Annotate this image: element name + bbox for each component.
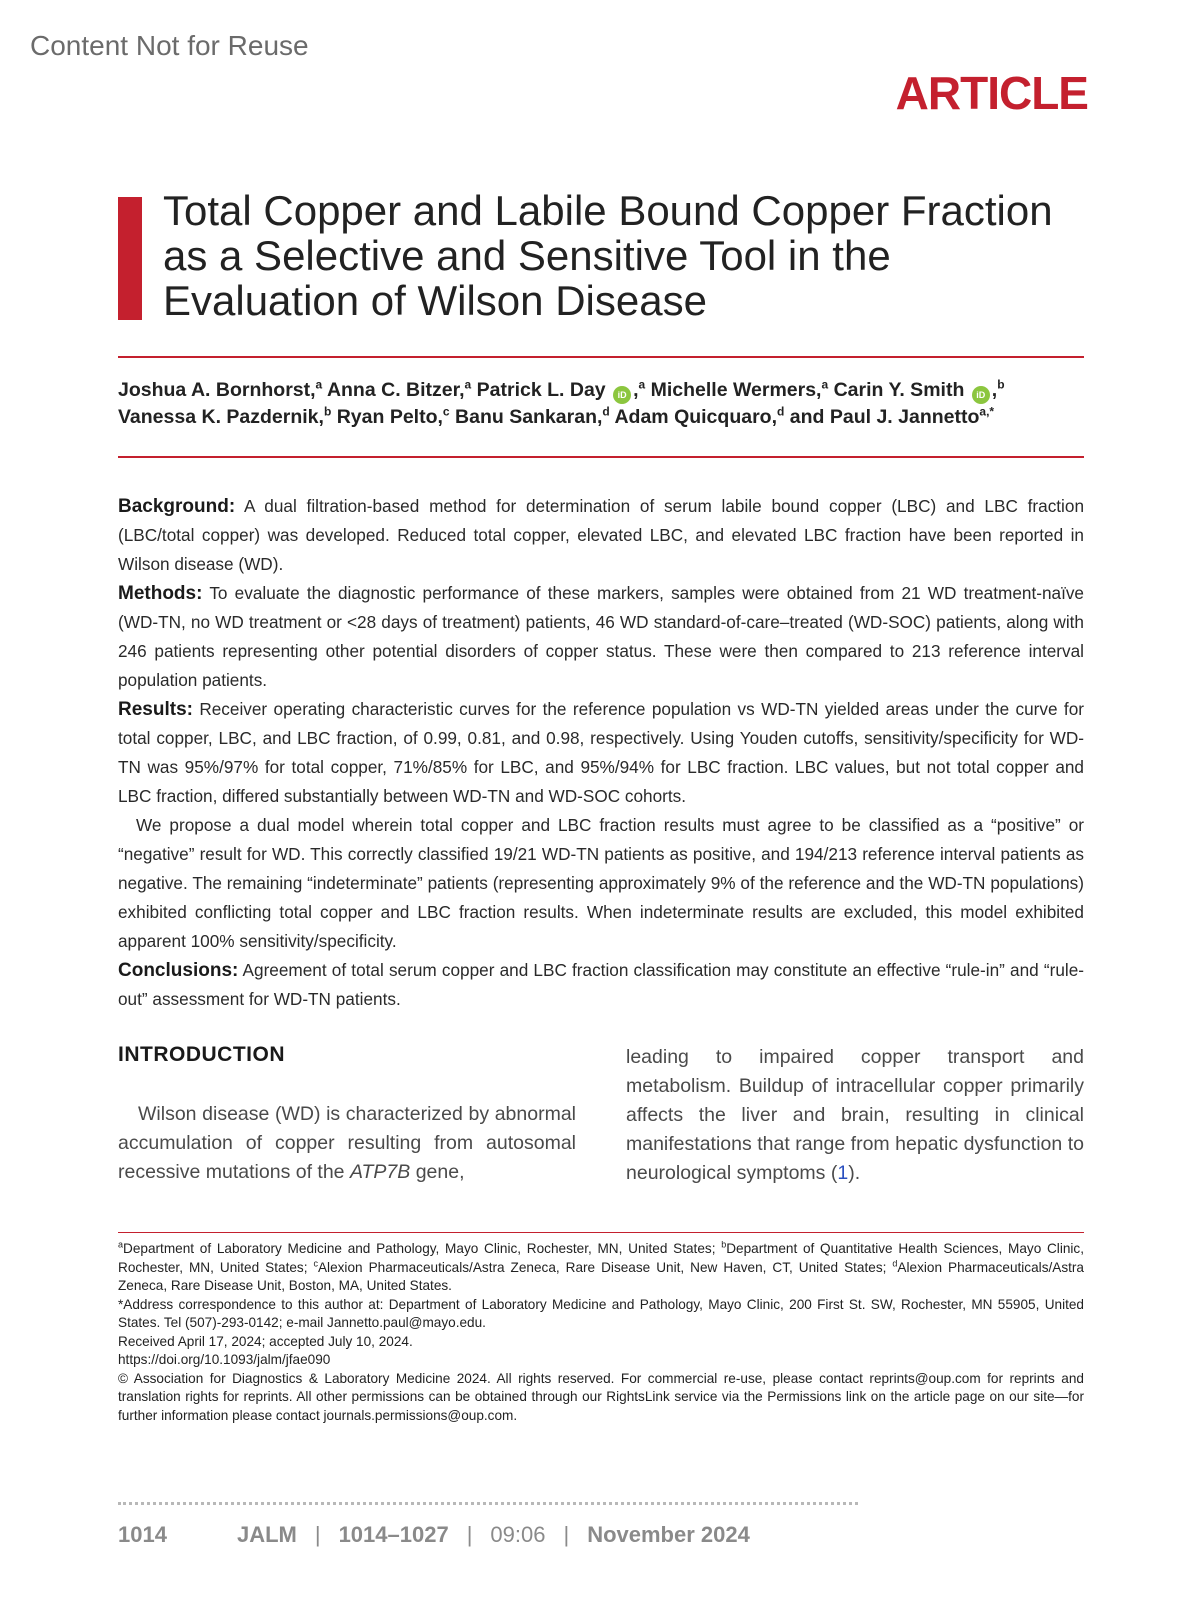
gene-name: ATP7B <box>349 1161 411 1183</box>
intro-text: Wilson disease (WD) is characterized by abnormal accumulation of copper resulting from autosomal recessive mutations of the <box>118 1103 576 1183</box>
author-name: Adam Quicquaro, <box>614 406 777 428</box>
author-affiliation: a,* <box>979 404 995 419</box>
author-affiliation: a <box>464 377 472 392</box>
intro-text: gene, <box>410 1161 465 1183</box>
article-title: Total Copper and Labile Bound Copper Fraction as a Selective and Sensitive Tool in the Evaluation of Wilson Disease <box>163 187 1053 324</box>
affiliation-b: Department of Quantitative Health Sciences, Mayo Clinic, Rochester, MN, United States; <box>118 1241 1085 1275</box>
author-name: Ryan Pelto, <box>336 406 443 428</box>
intro-paragraph <box>118 1100 576 1187</box>
author-name: Michelle Wermers, <box>650 379 822 401</box>
correspondence: *Address correspondence to this author at: Department of Laboratory Medicine and Pathology, Mayo Clinic, 200 First St. SW, Rochester, MN 55905, United States. Tel (507)-293-0142; e-mail Jannetto.paul@mayo.edu. <box>118 1296 1084 1330</box>
orcid-icon[interactable]: iD <box>613 386 631 404</box>
affiliation-a: Department of Laboratory Medicine and Pathology, Mayo Clinic, Rochester, MN, United States; <box>123 1241 722 1256</box>
author-affiliation: d <box>777 404 785 419</box>
affiliation-d: Alexion Pharmaceuticals/Astra Zeneca, Rare Disease Unit, Boston, MA, United States. <box>118 1259 1084 1293</box>
orcid-icon[interactable]: iD <box>972 386 990 404</box>
page-footer <box>118 1522 750 1548</box>
abstract-heading: Conclusions: <box>118 960 239 981</box>
abstract-results-continued: We propose a dual model wherein total copper and LBC fraction results must agree to be classified as a “positive” or “negative” result for WD. This correctly classified 19/21 WD-TN patients as positive, and 194/213 reference interval patients as negative. The remaining “indeterminate” patients (representing approximately 9% of the reference and the WD-TN populations) exhibited conflicting total copper and LBC fraction results. When indeterminate results are excluded, this model exhibited apparent 100% sensitivity/specificity. <box>118 815 1084 951</box>
author-comma: , <box>633 379 639 401</box>
author-affiliation: b <box>323 404 332 419</box>
author-name: Vanessa K. Pazdernik, <box>118 406 324 428</box>
title-accent-bar <box>118 197 142 320</box>
author-affiliation: a <box>315 377 323 392</box>
watermark: Content Not for Reuse <box>30 30 309 61</box>
abstract-results <box>118 695 1084 811</box>
author-name: Anna C. Bitzer, <box>326 379 465 401</box>
abstract-text: A dual filtration-based method for determination of serum labile bound copper (LBC) and LBC fraction (LBC/total copper) was developed. Reduced total copper, elevated LBC, and elevated LBC fraction have been reported in Wilson disease (WD). <box>118 496 1084 574</box>
footer-separator: | <box>314 1522 321 1547</box>
doi-link[interactable]: https://doi.org/10.1093/jalm/jfae090 <box>118 1352 331 1367</box>
abstract <box>118 492 1084 1014</box>
author-list <box>118 377 1088 430</box>
received-dates: Received April 17, 2024; accepted July 10, 2024. <box>118 1333 413 1349</box>
page-range: 1014–1027 <box>338 1522 449 1547</box>
abstract-heading: Results: <box>118 699 193 720</box>
affiliation-c: Alexion Pharmaceuticals/Astra Zeneca, Rare Disease Unit, New Haven, CT, United States; <box>317 1259 893 1275</box>
author-affiliation: d <box>602 404 610 419</box>
author-name: Banu Sankaran, <box>455 406 603 428</box>
abstract-heading: Methods: <box>118 583 203 604</box>
author-affiliation: b <box>997 377 1005 392</box>
copyright: © Association for Diagnostics & Laboratory Medicine 2024. All rights reserved. For commercial re-use, please contact reprints@oup.com for reprints and translation rights for reprints. All other permissions can be obtained through our RightsLink service via the Permissions link on the article page on our site—for further information please contact journals.permissions@oup.com. <box>118 1370 1084 1423</box>
reference-link[interactable]: 1 <box>837 1162 849 1184</box>
footer-separator: | <box>466 1522 473 1547</box>
affiliations: $^a$Department of Laboratory Medicine and Pathology, Mayo Clinic, Rochester, MN, United States; $^b$Department of Quantitative Health Sciences, Mayo Clinic, Rochester, MN, United States; $^c$Alexion Pharmaceuticals/Astra Zeneca, Rare Disease Unit, New Haven, CT, United States; $^d$Alexion Pharmaceuticals/Astra Zeneca, Rare Disease Unit, Boston, MA, United States. <box>118 1239 1085 1293</box>
intro-text: ). <box>848 1162 861 1184</box>
intro-text: leading to impaired copper transport and metabolism. Buildup of intracellular copper primarily affects the liver and brain, resulting in clinical manifestations that range from hepatic dysfunction to neurological symptoms ( <box>626 1046 1084 1184</box>
volume-issue: 09:06 <box>490 1522 546 1547</box>
abstract-text: To evaluate the diagnostic performance of these markers, samples were obtained from 21 WD treatment-naïve (WD-TN, no WD treatment or <28 days of treatment) patients, 46 WD standard-of-care–treated (WD-SOC) patients, along with 246 patients representing other potential disorders of copper status. These were then compared to 213 reference interval population patients. <box>118 583 1084 690</box>
author-comma: , <box>991 379 998 401</box>
journal-name: JALM <box>236 1522 297 1547</box>
publication-date: November 2024 <box>587 1522 750 1547</box>
abstract-conclusions <box>118 956 1084 1014</box>
abstract-background <box>118 492 1084 579</box>
author-name: Carin Y. Smith <box>833 379 965 401</box>
intro-column-left <box>118 1100 576 1187</box>
abstract-methods <box>118 579 1084 695</box>
intro-paragraph <box>626 1043 1084 1188</box>
divider-top <box>118 356 1084 358</box>
footnotes <box>118 1240 1084 1425</box>
author-name: Patrick L. Day <box>476 379 606 401</box>
footer-separator: | <box>563 1522 570 1547</box>
author-affiliation: a <box>821 377 829 392</box>
divider-bottom <box>118 456 1084 458</box>
abstract-text: Agreement of total serum copper and LBC fraction classification may constitute an effective “rule-in” and “rule-out” assessment for WD-TN patients. <box>118 960 1084 1009</box>
footer-dotted-rule <box>118 1502 858 1505</box>
section-heading-introduction: INTRODUCTION <box>118 1043 285 1066</box>
author-name: and Paul J. Jannetto <box>789 406 980 428</box>
page-number: 1014 <box>118 1522 167 1547</box>
footnote-divider <box>118 1232 1084 1233</box>
author-name: Joshua A. Bornhorst, <box>118 379 316 401</box>
abstract-text: Receiver operating characteristic curves for the reference population vs WD-TN yielded areas under the curve for total copper, LBC, and LBC fraction, of 0.99, 0.81, and 0.98, respectively. Using Youden cutoffs, sensitivity/specificity for WD-TN was 95%/97% for total copper, 71%/85% for LBC, and 95%/94% for LBC fraction. LBC values, but not total copper and LBC fraction, differed substantially between WD-TN and WD-SOC cohorts. <box>118 699 1084 806</box>
author-affiliation: c <box>442 404 450 419</box>
intro-column-right <box>626 1043 1084 1188</box>
article-type-label: ARTICLE <box>895 67 1088 119</box>
abstract-heading: Background: <box>118 496 236 517</box>
author-affiliation: a <box>638 377 646 392</box>
